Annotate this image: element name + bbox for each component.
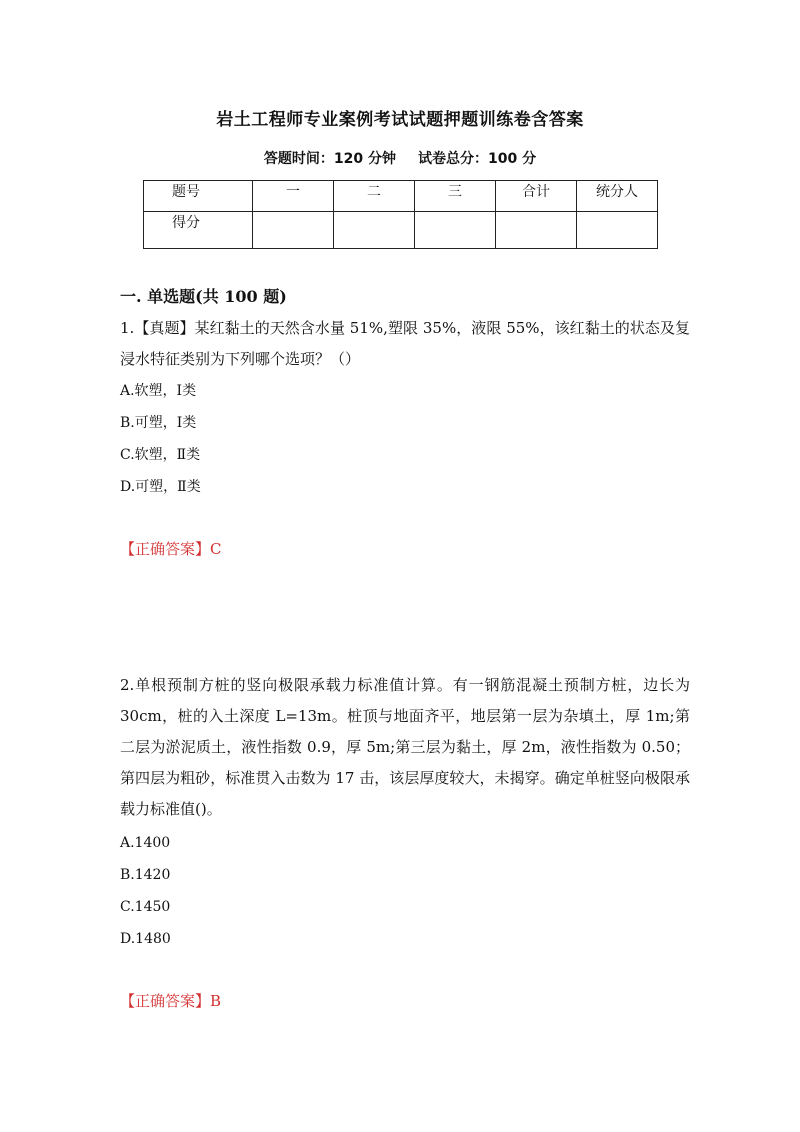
question-2-text: 2.单根预制方桩的竖向极限承载力标准值计算。有一钢筋混凝土预制方桩，边长为 30cm，桩的入土深度 L=13m。桩顶与地面齐平，地层第一层为杂填土，厚 1m;第二层为淤泥质土，液性指数 0.9，厚 5m;第三层为黏土，厚 2m，液性指数为 0.50；第四层为粗砂，标准贯入击数为 17 击，该层厚度较大，未揭穿。确定单桩竖向极限承载力标准值()。 <box>120 676 690 818</box>
score-cell <box>496 212 577 249</box>
question-1-option-b: B.可塑，Ⅰ类 <box>120 415 197 431</box>
header-cell-3: 三 <box>415 181 496 212</box>
exam-info <box>0 148 800 168</box>
total-score: 试卷总分：100 分 <box>418 151 537 167</box>
header-cell-2: 二 <box>334 181 415 212</box>
header-cell-grader: 统分人 <box>577 181 658 212</box>
score-cell <box>577 212 658 249</box>
header-cell-number: 题号 <box>144 181 253 212</box>
document-title: 岩土工程师专业案例考试试题押题训练卷含答案 <box>216 110 584 130</box>
question-1-option-d: D.可塑，Ⅱ类 <box>120 479 201 495</box>
section-title: 一. 单选题(共 100 题) <box>120 287 287 306</box>
question-2-option-a: A.1400 <box>120 835 171 851</box>
score-cell <box>334 212 415 249</box>
question-1-option-a: A.软塑，Ⅰ类 <box>120 383 197 399</box>
question-1-option-c: C.软塑，Ⅱ类 <box>120 447 201 463</box>
question-2-option-c: C.1450 <box>120 899 171 915</box>
question-1-text: 1.【真题】某红黏土的天然含水量 51%,塑限 35%，液限 55%，该红黏土的状态及复浸水特征类别为下列哪个选项？（） <box>120 319 690 368</box>
row-label-score: 得分 <box>144 212 253 249</box>
score-table <box>143 180 658 249</box>
score-table-score-row <box>144 212 658 249</box>
score-cell <box>253 212 334 249</box>
question-2-option-d: D.1480 <box>120 931 171 947</box>
question-1-answer: 【正确答案】C <box>120 540 222 558</box>
question-2-answer: 【正确答案】B <box>120 992 222 1010</box>
exam-time: 答题时间：120 分钟 <box>263 151 396 167</box>
header-cell-total: 合计 <box>496 181 577 212</box>
score-table-header-row <box>144 181 658 212</box>
score-cell <box>415 212 496 249</box>
header-cell-1: 一 <box>253 181 334 212</box>
question-2-option-b: B.1420 <box>120 867 171 883</box>
